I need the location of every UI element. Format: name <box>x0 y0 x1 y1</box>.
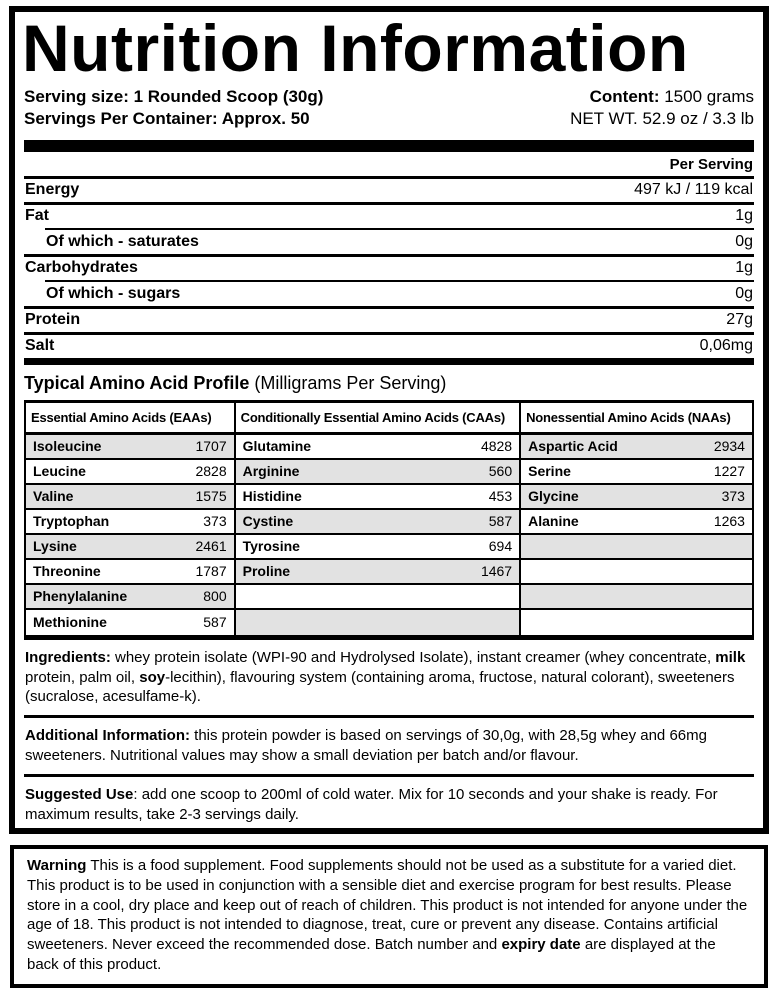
nutrient-row-line <box>45 228 754 254</box>
serving-info-header <box>24 86 754 131</box>
amino-row <box>236 535 519 560</box>
nutrient-label: Energy <box>25 181 80 199</box>
amino-value: 1707 <box>195 438 227 455</box>
amino-name: Arginine <box>242 463 300 480</box>
nutrient-label: Salt <box>25 337 55 355</box>
nutrient-row-line <box>24 306 754 332</box>
amino-value: 2461 <box>195 538 227 555</box>
amino-row <box>521 610 752 635</box>
amino-row <box>26 585 234 610</box>
nutrient-label: Carbohydrates <box>25 259 138 277</box>
nutrient-value: 0g <box>735 232 753 250</box>
nutrient-row <box>24 306 754 332</box>
amino-value: 694 <box>488 538 513 555</box>
amino-name: Phenylalanine <box>33 588 128 605</box>
nutrient-rows <box>24 176 754 358</box>
nutrient-value: 497 kJ / 119 kcal <box>634 181 753 199</box>
nutrient-row <box>24 280 754 306</box>
nutrient-label: Protein <box>25 311 81 329</box>
serving-info-left <box>24 86 323 131</box>
nutrient-label: Of which - sugars <box>46 284 181 302</box>
nutrient-value: 27g <box>726 311 753 329</box>
amino-column <box>521 403 752 635</box>
amino-value: 1467 <box>480 563 513 580</box>
amino-row <box>236 435 519 460</box>
amino-row <box>26 485 234 510</box>
per-serving-column-header: Per Serving <box>669 155 753 173</box>
amino-row <box>521 535 752 560</box>
divider-bar-medium <box>24 358 754 365</box>
amino-row <box>521 585 752 610</box>
suggested-use-section <box>24 777 754 833</box>
amino-name: Proline <box>242 563 291 580</box>
divider-bar-thick <box>24 140 754 152</box>
nutrient-row <box>24 332 754 358</box>
content-info-right <box>570 86 754 131</box>
nutrient-label: Fat <box>25 207 49 225</box>
amino-row <box>26 535 234 560</box>
text-segment: This is a food supplement. Food supplements should not be used as a substitute for a varied diet. This product is to be used in conjunction with a sensible diet and exercise program for best results. Please store in a cool, dry place and keep out of reach of children. This product is not intended for anyone under the age of 18. This product is not intended to diagnose, treat, cure or prevent any disease. Contains artificial sweeteners. Never exceed the recommended dose. Batch number and <box>27 857 748 954</box>
text-segment: soy <box>139 668 166 686</box>
amino-row <box>521 560 752 585</box>
amino-table <box>24 400 754 640</box>
text-segment: Typical Amino Acid Profile <box>24 372 250 393</box>
amino-name: Tyrosine <box>242 538 300 555</box>
amino-value: 1787 <box>195 563 227 580</box>
nutrient-row <box>24 254 754 280</box>
amino-value: 560 <box>488 463 513 480</box>
amino-value: 2828 <box>195 463 227 480</box>
amino-value: 373 <box>721 488 745 505</box>
text-segment: (Milligrams Per Serving) <box>249 372 447 393</box>
text-segment: Suggested Use <box>25 786 134 804</box>
amino-name: Threonine <box>33 563 101 580</box>
page-title: Nutrition Information <box>22 11 689 85</box>
amino-name: Alanine <box>528 513 579 530</box>
amino-name: Methionine <box>33 614 107 631</box>
amino-name: Serine <box>528 463 571 480</box>
text-segment: 1500 grams <box>659 86 754 106</box>
amino-row <box>26 510 234 535</box>
amino-value: 1263 <box>713 513 745 530</box>
amino-column-header: Nonessential Amino Acids (NAAs) <box>521 403 752 435</box>
amino-name: Glutamine <box>242 438 312 455</box>
amino-value: 453 <box>488 488 513 505</box>
amino-profile-title <box>24 365 754 400</box>
text-segment: Warning <box>27 857 87 874</box>
amino-row <box>26 560 234 585</box>
amino-row <box>521 485 752 510</box>
amino-name: Cystine <box>242 513 294 530</box>
nutrient-row <box>24 202 754 228</box>
nutrient-row-line <box>45 280 754 306</box>
content-line <box>570 86 754 108</box>
amino-row <box>26 435 234 460</box>
text-segment: Additional Information: <box>25 727 190 745</box>
amino-name: Tryptophan <box>33 513 110 530</box>
warning-box <box>10 845 768 988</box>
amino-name: Valine <box>33 488 74 505</box>
text-segment: are displayed at the back of this product. <box>27 936 716 973</box>
amino-name: Leucine <box>33 463 86 480</box>
amino-column-header: Conditionally Essential Amino Acids (CAAs) <box>236 403 519 435</box>
text-segment: Ingredients: <box>25 648 111 666</box>
nutrition-label-panel <box>9 6 769 834</box>
amino-name: Glycine <box>528 488 579 505</box>
nutrient-label: Of which - saturates <box>46 232 199 250</box>
nutrient-row-line <box>24 202 754 228</box>
text-segment: : add one scoop to 200ml of cold water. Mix for 10 seconds and your shake is ready. For maximum results, take 2-3 servings daily. <box>25 786 718 824</box>
text-segment: protein, palm oil, <box>25 668 140 686</box>
ingredients-section <box>24 640 754 716</box>
amino-row <box>236 485 519 510</box>
additional-info-section <box>24 718 754 774</box>
nutrient-value: 1g <box>735 207 753 225</box>
amino-column <box>26 403 234 635</box>
nutrient-row <box>24 228 754 254</box>
nutrient-value: 1g <box>735 259 753 277</box>
amino-row <box>521 460 752 485</box>
amino-row <box>236 610 519 635</box>
amino-name: Lysine <box>33 538 77 555</box>
nutrient-value: 0,06mg <box>699 337 753 355</box>
amino-column <box>234 403 521 635</box>
amino-row <box>236 585 519 610</box>
amino-value: 1575 <box>195 488 227 505</box>
amino-name: Histidine <box>242 488 302 505</box>
amino-column-header: Essential Amino Acids (EAAs) <box>26 403 234 435</box>
text-segment: whey protein isolate (WPI-90 and Hydrolysed Isolate), instant creamer (whey concentrate, <box>110 648 716 666</box>
nutrient-row-line <box>24 332 754 358</box>
text-segment: -lecithin), flavouring system (containing aroma, fructose, natural colorant), sweeteners (sucralose, acesulfame-k). <box>25 668 735 706</box>
amino-row <box>236 510 519 535</box>
amino-value: 2934 <box>713 438 745 455</box>
amino-row <box>521 435 752 460</box>
amino-value: 1227 <box>713 463 745 480</box>
nutrient-row-line <box>24 176 754 202</box>
net-weight-line: NET WT. 52.9 oz / 3.3 lb <box>570 109 754 129</box>
amino-row <box>236 460 519 485</box>
amino-value: 587 <box>488 513 513 530</box>
amino-value: 373 <box>203 513 227 530</box>
nutrient-row-line <box>24 254 754 280</box>
amino-row <box>26 610 234 635</box>
amino-row <box>236 560 519 585</box>
text-segment: Content: <box>589 86 660 106</box>
servings-per-container-line: Servings Per Container: Approx. 50 <box>24 109 310 129</box>
amino-value: 587 <box>203 614 227 631</box>
amino-name: Isoleucine <box>33 438 102 455</box>
amino-row <box>26 460 234 485</box>
serving-size-line: Serving size: 1 Rounded Scoop (30g) <box>24 86 324 106</box>
amino-value: 800 <box>203 588 227 605</box>
nutrient-value: 0g <box>735 284 753 302</box>
amino-value: 4828 <box>480 438 513 455</box>
text-segment: this protein powder is based on servings of 30,0g, with 28,5g whey and 66mg sweeteners. Nutritional values may show a small deviation per batch and/or flavour. <box>25 727 707 765</box>
amino-row <box>521 510 752 535</box>
text-segment: milk <box>715 648 746 666</box>
text-segment: expiry date <box>501 936 581 954</box>
nutrient-row <box>24 176 754 202</box>
amino-name: Aspartic Acid <box>528 438 618 455</box>
